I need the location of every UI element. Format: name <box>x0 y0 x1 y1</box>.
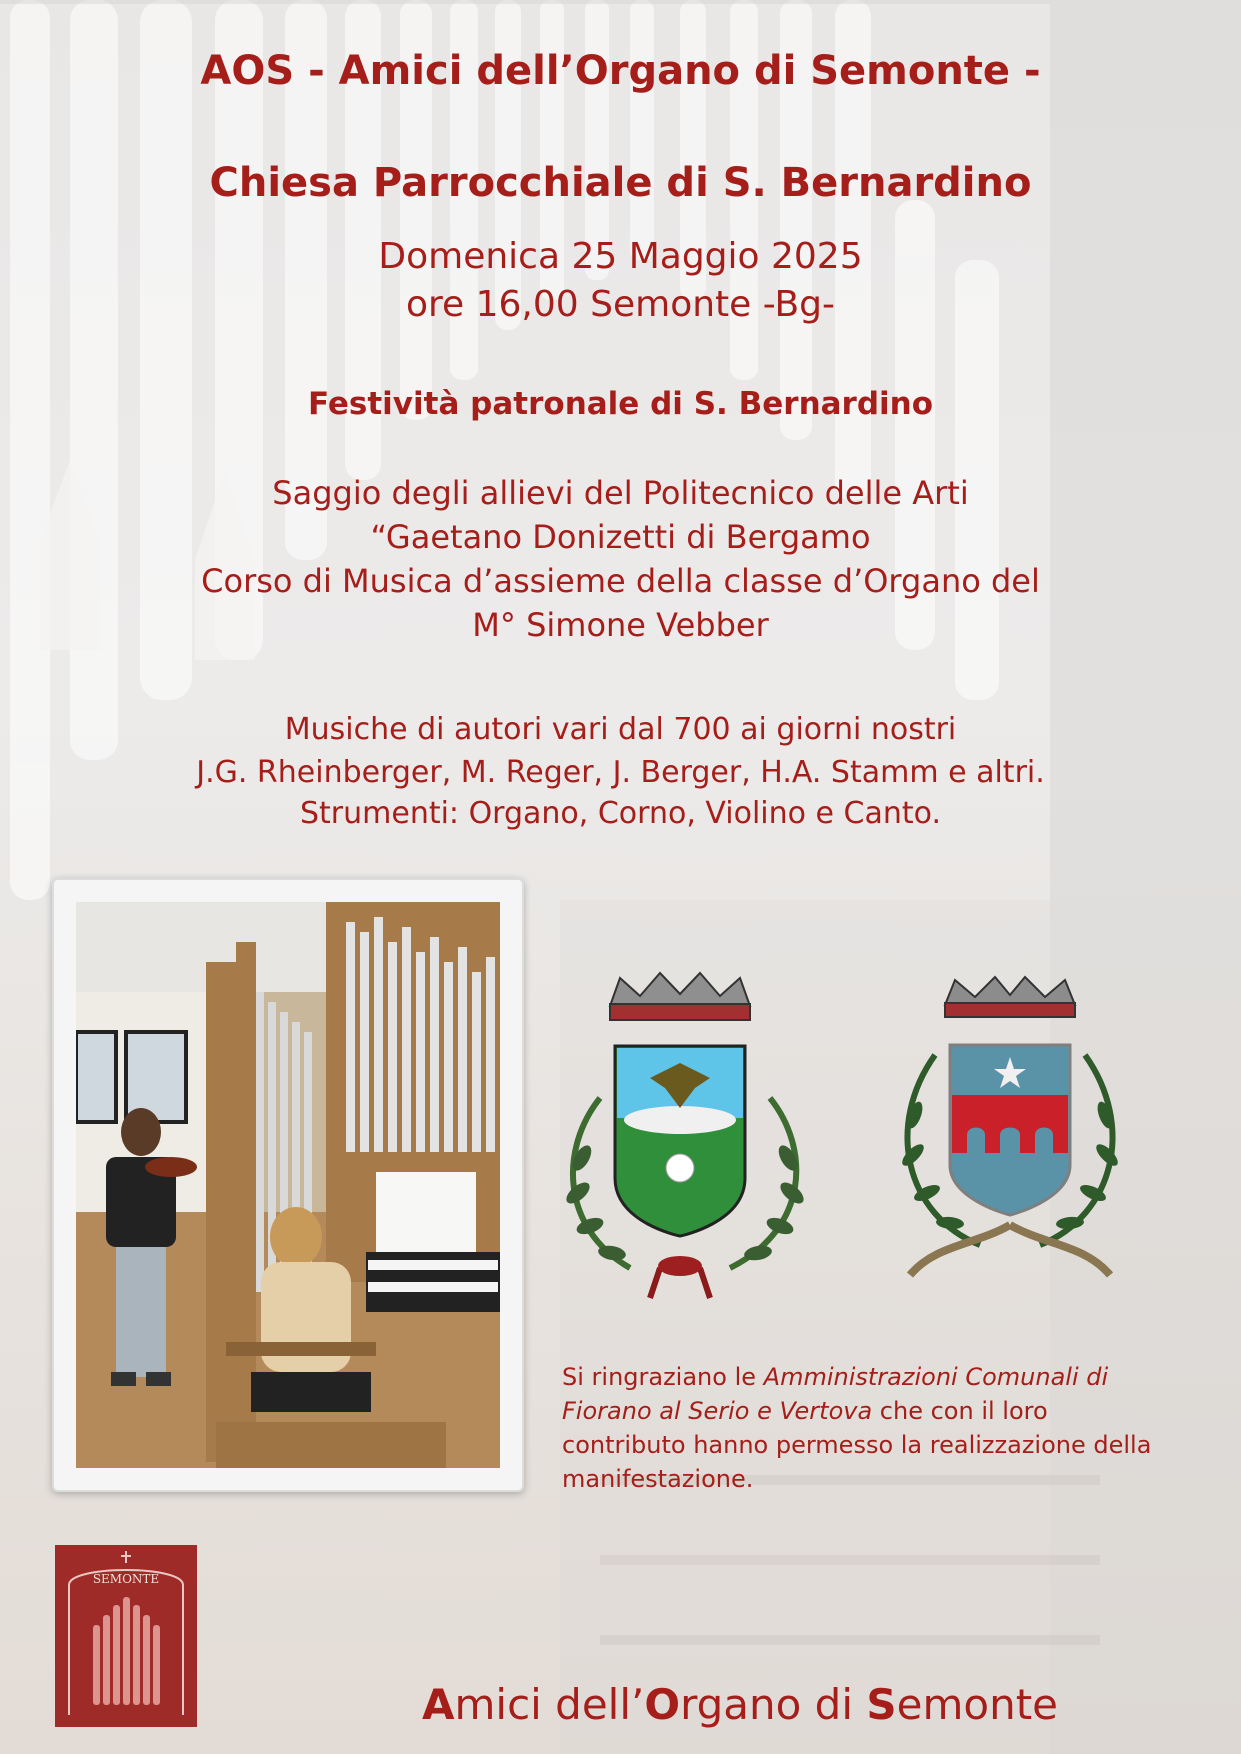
description-line: M° Simone Vebber <box>472 606 769 644</box>
footer-initial-a: A <box>421 1680 455 1729</box>
vertova-coat-of-arms <box>895 975 1125 1305</box>
footer-initial-s: S <box>866 1680 897 1729</box>
church-name: Chiesa Parrocchiale di S. Bernardino <box>209 160 1032 206</box>
thanks-vertova: Vertova <box>779 1397 873 1425</box>
description-line: “Gaetano Donizetti di Bergamo <box>370 518 871 556</box>
footer-word: rgano di <box>680 1680 867 1729</box>
fiorano-coat-of-arms <box>540 968 820 1308</box>
thanks-prefix: Si ringraziano le <box>562 1363 764 1391</box>
thanks-suffix: che con il loro contributo hanno permesso la realizzazione della manifestazione. <box>562 1397 1152 1493</box>
footer-initial-o: O <box>644 1680 681 1729</box>
event-date: Domenica 25 Maggio 2025 <box>378 236 863 277</box>
thanks-municipalities: Amministrazioni Comunali di Fiorano al Serio <box>562 1363 1109 1425</box>
thanks-conjunction: e <box>749 1397 780 1425</box>
description-line: Corso di Musica d’assieme della classe d’Organo del <box>201 562 1040 600</box>
aos-logo <box>55 1545 197 1727</box>
footer-word: mici dell’ <box>454 1680 645 1729</box>
photo-frame <box>52 878 524 1492</box>
music-line: J.G. Rheinberger, M. Reger, J. Berger, H.A. Stamm e altri. <box>196 755 1045 790</box>
music-line: Musiche di autori vari dal 700 ai giorni nostri <box>284 712 957 747</box>
thanks-note <box>562 1360 1162 1496</box>
festivity-heading: Festività patronale di S. Bernardino <box>307 386 934 422</box>
logo-label: SEMONTE <box>92 1572 160 1586</box>
page-title: AOS - Amici dell’Organo di Semonte - <box>200 48 1041 94</box>
footer-title <box>360 1680 1120 1729</box>
event-time-place: ore 16,00 Semonte -Bg- <box>406 284 835 325</box>
music-line: Strumenti: Organo, Corno, Violino e Canto. <box>299 796 941 831</box>
footer-word: emonte <box>896 1680 1059 1729</box>
description-line: Saggio degli allievi del Politecnico delle Arti <box>272 474 969 512</box>
musicians-photo <box>76 902 500 1468</box>
